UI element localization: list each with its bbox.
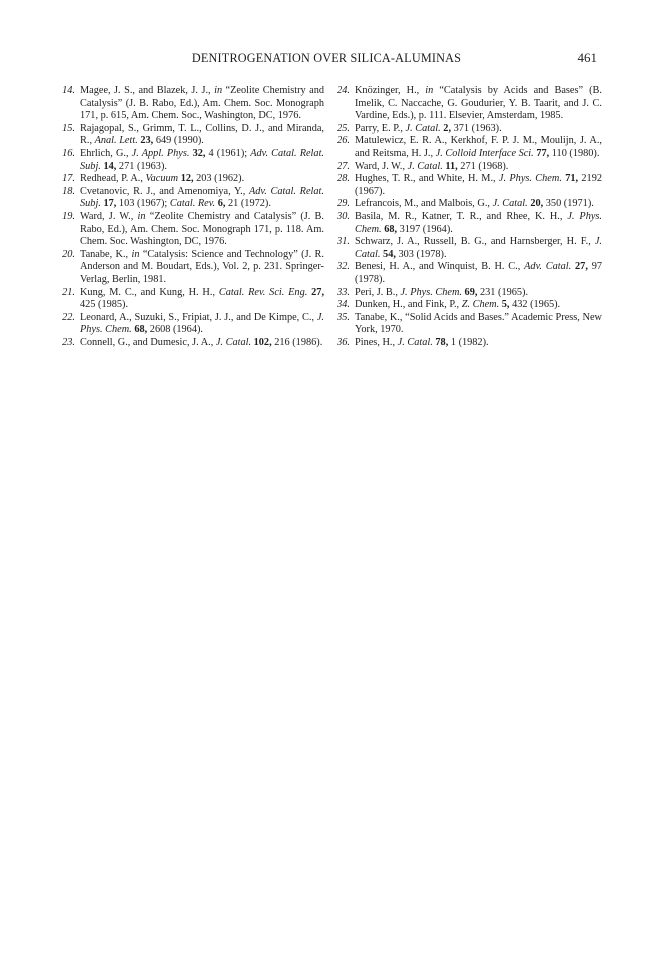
- reference-item: [334, 173, 602, 198]
- reference-text: Ward, J. W., J. Catal. 11, 271 (1968).: [355, 160, 509, 172]
- reference-item: [334, 287, 602, 300]
- reference-item: [59, 211, 324, 249]
- reference-number: 17.: [62, 173, 75, 185]
- reference-item: [59, 173, 324, 186]
- reference-text: Redhead, P. A., Vacuum 12, 203 (1962).: [80, 173, 245, 185]
- reference-item: [334, 85, 602, 123]
- reference-item: [334, 337, 602, 350]
- reference-item: [334, 312, 602, 337]
- reference-text: Ehrlich, G., J. Appl. Phys. 32, 4 (1961); Adv. Catal. Relat. Subj. 14, 271 (1963).: [80, 147, 325, 172]
- reference-number: 15.: [62, 122, 75, 134]
- reference-text: Tanabe, K., in “Catalysis: Science and Technology” (J. R. Anderson and M. Boudart, Eds.), Vol. 2, p. 231. Springer-Verlag, Berlin, 1981.: [80, 248, 324, 285]
- reference-item: [334, 135, 602, 160]
- reference-number: 31.: [337, 236, 350, 248]
- reference-number: 36.: [337, 336, 350, 348]
- reference-item: [334, 198, 602, 211]
- reference-text: Benesi, H. A., and Winquist, B. H. C., Adv. Catal. 27, 97 (1978).: [355, 261, 603, 285]
- reference-number: 29.: [337, 198, 350, 210]
- reference-item: [59, 287, 324, 312]
- reference-text: Magee, J. S., and Blazek, J. J., in “Zeolite Chemistry and Catalysis” (J. B. Rabo, Ed.), Am. Chem. Soc. Monograph 171, p. 615, Am. Chem. Soc., Washington, DC, 1976.: [80, 85, 324, 122]
- page-number: 461: [577, 50, 597, 65]
- reference-text: Peri, J. B., J. Phys. Chem. 69, 231 (1965).: [355, 286, 529, 298]
- reference-text: Lefrancois, M., and Malbois, G., J. Catal. 20, 350 (1971).: [355, 198, 594, 210]
- reference-item: [59, 85, 324, 123]
- reference-number: 18.: [62, 185, 75, 197]
- reference-item: [59, 337, 324, 350]
- references-column-left: [59, 85, 324, 349]
- reference-item: [59, 186, 324, 211]
- reference-text: Leonard, A., Suzuki, S., Fripiat, J. J., and De Kimpe, C., J. Phys. Chem. 68, 2608 (1964).: [80, 311, 324, 336]
- reference-number: 27.: [337, 160, 350, 172]
- reference-item: [334, 261, 602, 286]
- references-column-right: [334, 85, 602, 349]
- reference-text: Knözinger, H., in “Catalysis by Acids and Bases” (B. Imelik, C. Naccache, G. Goudurier, Y. B. Taarit, and J. C. Vardine, Eds.), p. 111. Elsevier, Amsterdam, 1985.: [355, 85, 602, 122]
- reference-text: Connell, G., and Dumesic, J. A., J. Catal. 102, 216 (1986).: [80, 336, 323, 348]
- reference-number: 32.: [337, 261, 350, 273]
- reference-text: Dunken, H., and Fink, P., Z. Chem. 5, 432 (1965).: [355, 299, 561, 311]
- reference-number: 34.: [337, 299, 350, 311]
- reference-item: [59, 123, 324, 148]
- reference-text: Pines, H., J. Catal. 78, 1 (1982).: [355, 336, 489, 348]
- reference-item: [334, 299, 602, 312]
- reference-number: 25.: [337, 122, 350, 134]
- reference-text: Kung, M. C., and Kung, H. H., Catal. Rev. Sci. Eng. 27, 425 (1985).: [80, 286, 325, 311]
- running-header: [0, 51, 653, 67]
- reference-text: Matulewicz, E. R. A., Kerkhof, F. P. J. M., Moulijn, J. A., and Reitsma, H. J., J. Colloid Interface Sci. 77, 110 (1980).: [355, 135, 602, 159]
- reference-text: Rajagopal, S., Grimm, T. L., Collins, D. J., and Miranda, R., Anal. Lett. 23, 649 (1990).: [80, 122, 324, 147]
- running-title: DENITROGENATION OVER SILICA-ALUMINAS: [191, 51, 462, 65]
- reference-text: Parry, E. P., J. Catal. 2, 371 (1963).: [355, 122, 502, 134]
- reference-number: 19.: [62, 210, 75, 222]
- reference-text: Basila, M. R., Katner, T. R., and Rhee, K. H., J. Phys. Chem. 68, 3197 (1964).: [355, 210, 602, 235]
- reference-number: 23.: [62, 336, 75, 348]
- reference-text: Hughes, T. R., and White, H. M., J. Phys. Chem. 71, 2192 (1967).: [355, 173, 603, 197]
- reference-number: 21.: [62, 286, 75, 298]
- reference-number: 16.: [62, 147, 75, 159]
- reference-text: Schwarz, J. A., Russell, B. G., and Harnsberger, H. F., J. Catal. 54, 303 (1978).: [355, 236, 602, 260]
- reference-number: 14.: [62, 85, 75, 96]
- reference-item: [59, 148, 324, 173]
- reference-item: [334, 161, 602, 174]
- reference-number: 28.: [337, 173, 350, 185]
- reference-item: [334, 123, 602, 136]
- reference-number: 22.: [62, 311, 75, 323]
- reference-number: 24.: [337, 85, 350, 96]
- reference-item: [59, 312, 324, 337]
- reference-number: 20.: [62, 248, 75, 260]
- reference-number: 26.: [337, 135, 350, 147]
- reference-text: Cvetanovic, R. J., and Amenomiya, Y., Adv. Catal. Relat. Subj. 17, 103 (1967); Catal. Rev. 6, 21 (1972).: [80, 185, 324, 210]
- reference-number: 33.: [337, 286, 350, 298]
- reference-item: [334, 211, 602, 236]
- reference-number: 35.: [337, 311, 350, 323]
- reference-item: [334, 236, 602, 261]
- reference-text: Tanabe, K., “Solid Acids and Bases.” Academic Press, New York, 1970.: [355, 311, 602, 336]
- reference-text: Ward, J. W., in “Zeolite Chemistry and Catalysis” (J. B. Rabo, Ed.), Am. Chem. Soc. Monograph 171, p. 118. Am. Chem. Soc. Washington, DC, 1976.: [80, 210, 324, 248]
- reference-number: 30.: [337, 210, 350, 222]
- reference-item: [59, 249, 324, 287]
